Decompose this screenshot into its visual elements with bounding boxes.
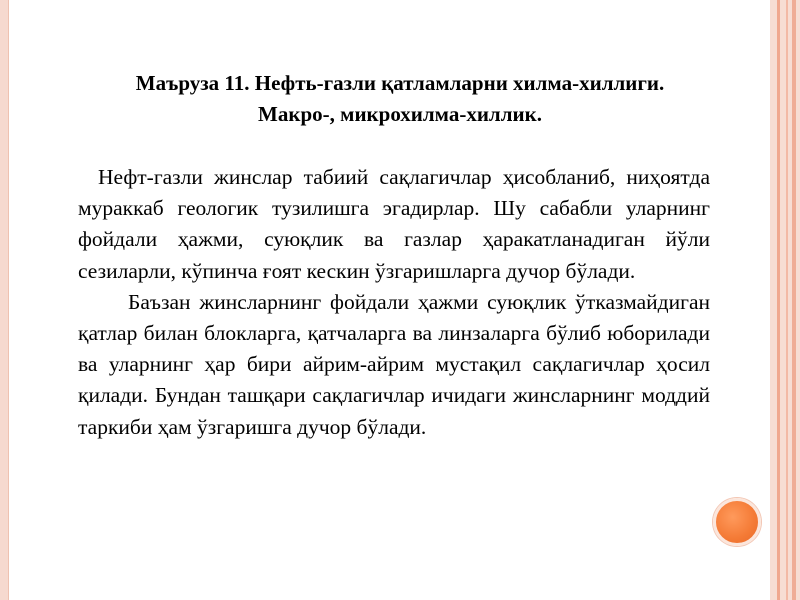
left-border-decoration xyxy=(0,0,9,600)
body-paragraph-2: Баъзан жинсларнинг фойдали ҳажми суюқлик ўтказмайдиган қатлар билан блокларга, қатчаларга ва линзаларга бўлиб юборилади ва уларнинг ҳар бири айрим-айрим мустақил сақлагичлар ҳосил қилади. Бундан ташқари сақлагичлар ичидаги жинсларнинг моддий таркиби ҳам ўзгаришга дучор бўлади. xyxy=(78,289,710,439)
right-border-stripe xyxy=(786,0,788,600)
right-border-stripe xyxy=(792,0,796,600)
body-paragraph-1: Нефт-газли жинслар табиий сақлагичлар ҳисобланиб, ниҳоятда мураккаб геологик тузилишга эгадирлар. Шу сабабли уларнинг фойдали ҳажми, суюқлик ва газлар ҳаракатланадиган йўли сезиларли, кўпинча ғоят кескин ўзгаришларга дучор бўлади. xyxy=(78,165,710,283)
right-border-stripe xyxy=(777,0,780,600)
orange-circle-decoration xyxy=(713,498,761,546)
slide-body xyxy=(78,162,710,443)
slide-title: Маъруза 11. Нефть-газли қатламларни хилма-хиллиги. Макро-, микрохилма-хиллик. xyxy=(135,71,665,126)
